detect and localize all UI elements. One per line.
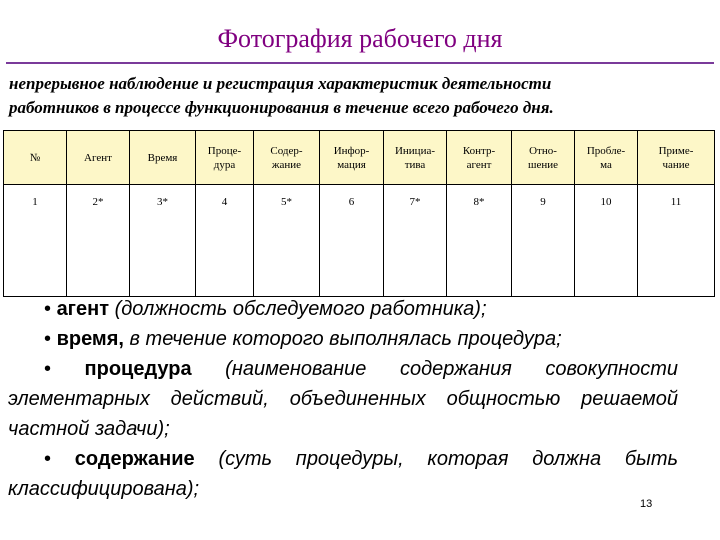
note-term: содержание <box>74 448 195 470</box>
table-cell: 8* <box>447 185 512 297</box>
note-item-time: • время, в течение которого выполнялась процедура; <box>44 328 562 350</box>
table-cell: 10 <box>575 185 638 297</box>
header-cell-counteragent: Контр- агент <box>447 131 512 185</box>
table-cell: 7* <box>384 185 447 297</box>
header-cell-initiative: Инициа- тива <box>384 131 447 185</box>
table-cell: 5* <box>254 185 320 297</box>
note-definition: (должность обследуемого работника); <box>114 298 487 320</box>
note-item-procedure: • процедура (наименование содержания совокупности элементарных действий, объединенных общностью решаемой частной задачи); <box>8 358 678 440</box>
note-term: время, <box>56 328 124 350</box>
table-cell: 6 <box>320 185 384 297</box>
subtitle-line-2: работников в процессе функционирования в течение всего рабочего дня. <box>9 98 554 117</box>
note-definition: (суть процедуры, которая должна быть классифицирована); <box>8 448 678 500</box>
note-item-agent: • агент (должность обследуемого работника); <box>44 298 487 320</box>
header-cell-time: Время <box>130 131 196 185</box>
header-cell-agent: Агент <box>67 131 130 185</box>
table-row <box>4 185 715 297</box>
table-cell: 2* <box>67 185 130 297</box>
subtitle-line-1: непрерывное наблюдение и регистрация характеристик деятельности <box>9 74 552 93</box>
note-term: агент <box>56 298 110 320</box>
header-cell-note: Приме- чание <box>638 131 715 185</box>
header-cell-information: Инфор- мация <box>320 131 384 185</box>
table-header-row <box>4 131 715 185</box>
table-cell: 9 <box>512 185 575 297</box>
title-divider <box>6 62 714 64</box>
workday-table <box>3 130 715 297</box>
header-cell-relation: Отно- шение <box>512 131 575 185</box>
table-cell: 4 <box>196 185 254 297</box>
header-cell-procedure: Проце- дура <box>196 131 254 185</box>
page-number: 13 <box>640 498 653 510</box>
header-cell-content: Содер- жание <box>254 131 320 185</box>
note-definition: (наименование содержания совокупности элементарных действий, объединенных общностью решаемой частной задачи); <box>8 358 678 440</box>
notes-list <box>8 294 678 504</box>
subtitle <box>9 72 709 120</box>
note-definition: в течение которого выполнялась процедура; <box>129 328 562 350</box>
table-cell: 11 <box>638 185 715 297</box>
header-cell-number: № <box>4 131 67 185</box>
header-cell-problem: Пробле- ма <box>575 131 638 185</box>
table-cell: 1 <box>4 185 67 297</box>
note-item-content: • содержание (суть процедуры, которая должна быть классифицирована); <box>8 448 678 500</box>
table-cell: 3* <box>130 185 196 297</box>
slide-title: Фотография рабочего дня <box>217 24 503 53</box>
note-term: процедура <box>84 358 192 380</box>
